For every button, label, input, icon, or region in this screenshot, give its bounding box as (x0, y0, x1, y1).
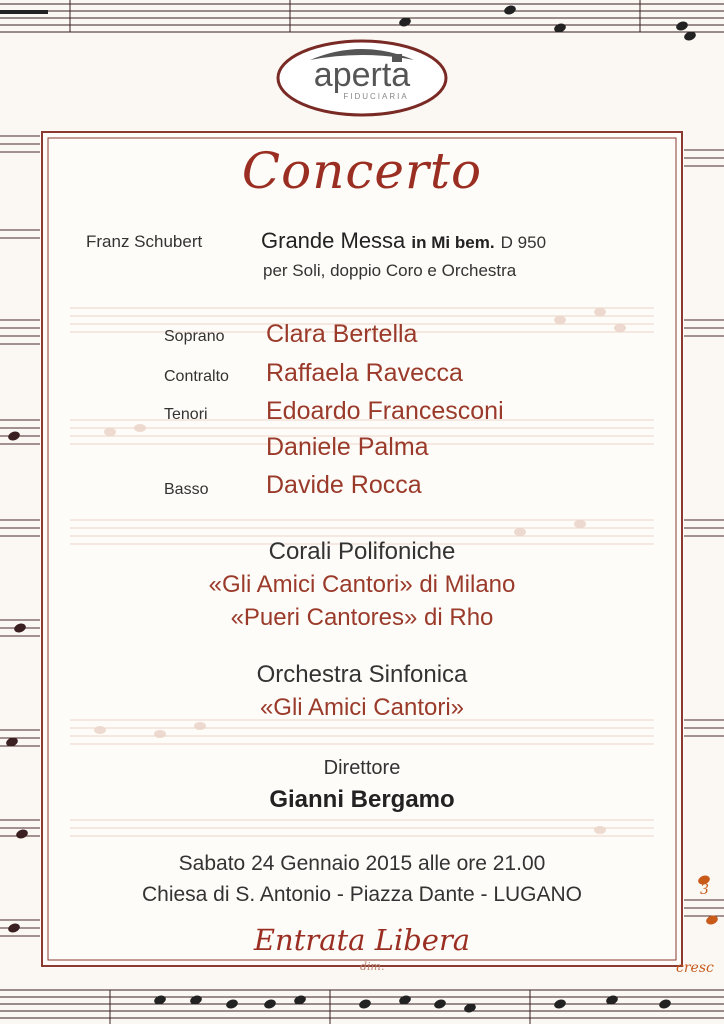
role-basso: Basso (164, 481, 209, 498)
conductor-name: Gianni Bergamo (269, 786, 455, 813)
logo-tagline: FIDUCIARIA (343, 92, 409, 101)
work-title-main: Grande Messa (261, 228, 406, 253)
composer-name: Franz Schubert (86, 232, 203, 251)
work-catalog: D 950 (500, 233, 547, 252)
event-date-time: Sabato 24 Gennaio 2015 alle ore 21.00 (178, 852, 546, 875)
work-subtitle: per Soli, doppio Coro e Orchestra (263, 261, 517, 280)
logo-text: aperta (313, 56, 411, 94)
orchestra-name: «Gli Amici Cantori» (259, 694, 465, 721)
choir-item: «Gli Amici Cantori» di Milano (208, 571, 516, 598)
soloist-name: Clara Bertella (266, 320, 418, 348)
event-venue: Chiesa di S. Antonio - Piazza Dante - LUGANO (141, 883, 583, 906)
soloist-name: Daniele Palma (266, 433, 429, 461)
concert-title: Concerto (241, 142, 483, 200)
aperta-logo (274, 36, 450, 118)
orchestra-heading: Orchestra Sinfonica (256, 661, 468, 688)
soloist-name: Davide Rocca (266, 471, 422, 499)
choirs-heading: Corali Polifoniche (268, 538, 456, 565)
dynamic-mark: dim. (360, 960, 385, 973)
role-contralto: Contralto (164, 368, 229, 385)
soloist-name: Edoardo Francesconi (266, 397, 504, 425)
triplet-mark: 3 (700, 882, 709, 898)
choir-item: «Pueri Cantores» di Rho (230, 604, 494, 631)
conductor-heading: Direttore (323, 757, 401, 779)
soloist-name: Raffaela Ravecca (266, 359, 463, 387)
crescendo-mark: cresc (676, 960, 714, 976)
work-title (261, 228, 546, 254)
admission-note: Entrata Libera (253, 923, 471, 957)
role-tenori: Tenori (164, 406, 208, 423)
work-key: in Mi bem. (411, 233, 495, 252)
role-soprano: Soprano (164, 328, 225, 345)
